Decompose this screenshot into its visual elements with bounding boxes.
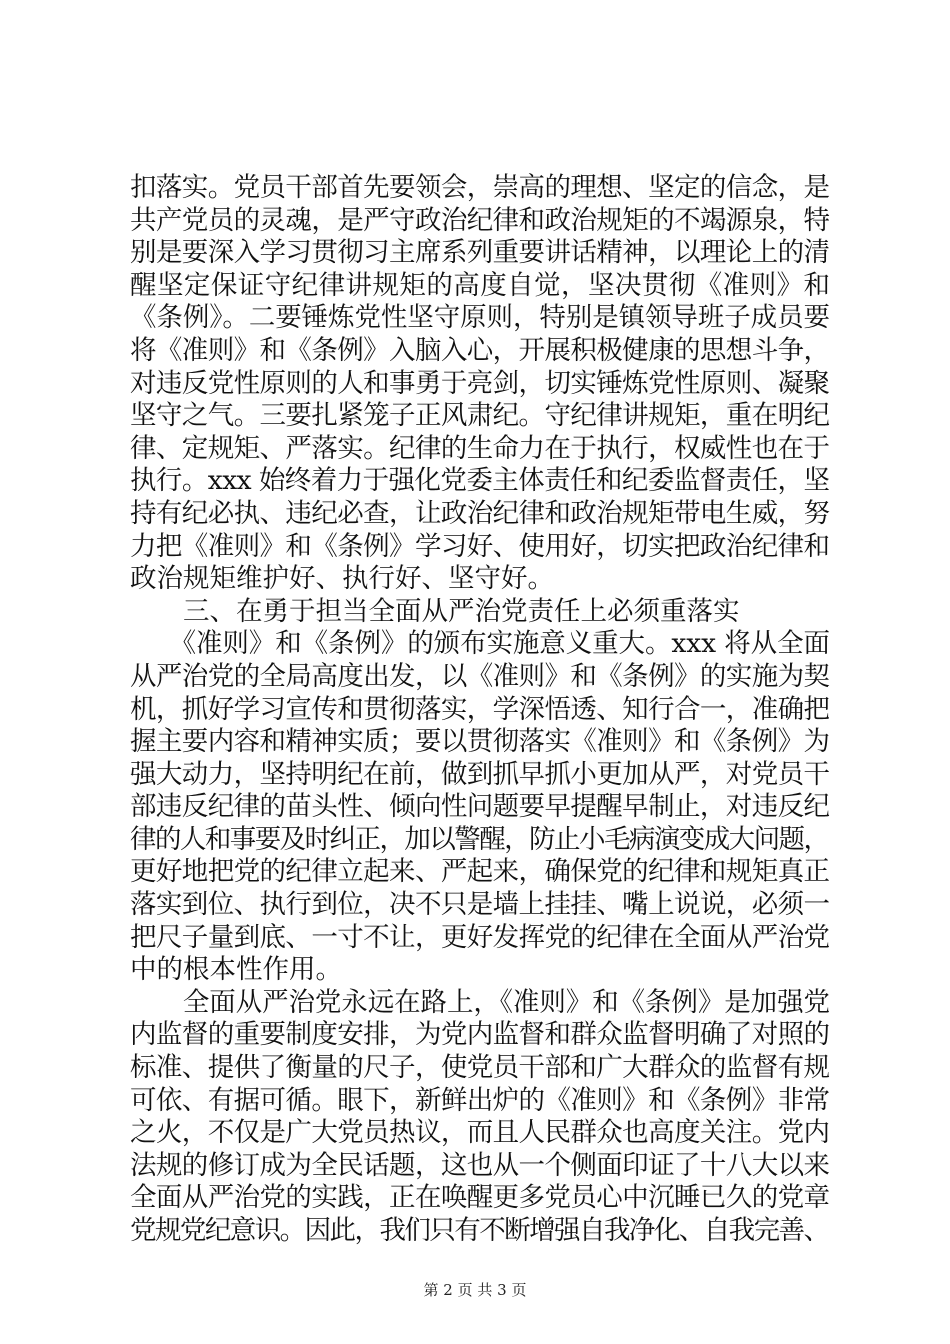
page-footer: 第 2 页 共 3 页: [423, 1281, 527, 1299]
text-line: 内监督的重要制度安排，为党内监督和群众监督明确了对照的: [130, 1019, 830, 1051]
paragraph: [130, 628, 830, 987]
paragraph: [130, 172, 830, 596]
text-line: 标准、提供了衡量的尺子，使党员干部和广大群众的监督有规: [130, 1052, 830, 1084]
text-line: 握主要内容和精神实质；要以贯彻落实《准则》和《条例》为: [130, 726, 830, 758]
text-line: 把尺子量到底、一寸不让，更好发挥党的纪律在全面从严治党: [130, 921, 830, 953]
text-line: 更好地把党的纪律立起来、严起来，确保党的纪律和规矩真正: [130, 856, 830, 888]
text-line: 强大动力，坚持明纪在前，做到抓早抓小更加从严，对党员干: [130, 758, 830, 790]
text-line: 党规党纪意识。因此，我们只有不断增强自我净化、自我完善、: [130, 1215, 829, 1246]
paragraph: [130, 987, 830, 1248]
text-line: 政治规矩维护好、执行好、坚守好。: [130, 563, 554, 595]
text-line: 三、在勇于担当全面从严治党责任上必须重落实: [130, 595, 740, 627]
text-line: 执行。xxx 始终着力于强化党委主体责任和纪委监督责任，坚: [130, 465, 830, 497]
paragraph: [130, 596, 830, 629]
body-text: [130, 172, 830, 1248]
text-line: 之火，不仅是广大党员热议，而且人民群众也高度关注。党内: [130, 1117, 830, 1149]
text-line: 扣落实。党员干部首先要领会，崇高的理想、坚定的信念，是: [130, 172, 830, 203]
text-line: 全面从严治党的实践，正在唤醒更多党员心中沉睡已久的党章: [130, 1182, 830, 1214]
text-line: 部违反纪律的苗头性、倾向性问题要早提醒早制止，对违反纪: [130, 791, 830, 823]
text-line: 共产党员的灵魂，是严守政治纪律和政治规矩的不竭源泉，特: [130, 204, 830, 236]
text-line: 持有纪必执、违纪必查，让政治纪律和政治规矩带电生威，努: [130, 497, 830, 529]
text-line: 机，抓好学习宣传和贯彻落实，学深悟透、知行合一，准确把: [130, 693, 830, 725]
text-line: 律、定规矩、严落实。纪律的生命力在于执行，权威性也在于: [130, 432, 830, 464]
text-line: 《准则》和《条例》的颁布实施意义重大。xxx 将从全面: [130, 628, 830, 660]
text-line: 醒坚定保证守纪律讲规矩的高度自觉，坚决贯彻《准则》和: [130, 269, 831, 301]
text-line: 将《准则》和《条例》入脑入心，开展积极健康的思想斗争，: [130, 334, 830, 366]
text-line: 法规的修订成为全民话题，这也从一个侧面印证了十八大以来: [130, 1149, 830, 1181]
text-line: 坚守之气。三要扎紧笼子正风肃纪。守纪律讲规矩，重在明纪: [130, 400, 830, 432]
text-line: 《条例》。二要锤炼党性坚守原则，特别是镇领导班子成员要: [130, 302, 830, 334]
text-line: 全面从严治党永远在路上，《准则》和《条例》是加强党: [130, 986, 830, 1018]
text-line: 别是要深入学习贯彻习主席系列重要讲话精神，以理论上的清: [130, 237, 830, 269]
text-line: 中的根本性作用。: [130, 954, 342, 986]
text-line: 律的人和事要及时纠正，加以警醒，防止小毛病演变成大问题，: [130, 823, 829, 855]
text-line: 对违反党性原则的人和事勇于亮剑，切实锤炼党性原则、凝聚: [130, 367, 830, 399]
text-line: 落实到位、执行到位，决不只是墙上挂挂、嘴上说说，必须一: [130, 889, 830, 921]
text-line: 力把《准则》和《条例》学习好、使用好，切实把政治纪律和: [130, 530, 830, 562]
text-line: 从严治党的全局高度出发，以《准则》和《条例》的实施为契: [130, 660, 830, 692]
text-line: 可依、有据可循。眼下，新鲜出炉的《准则》和《条例》非常: [130, 1084, 830, 1116]
